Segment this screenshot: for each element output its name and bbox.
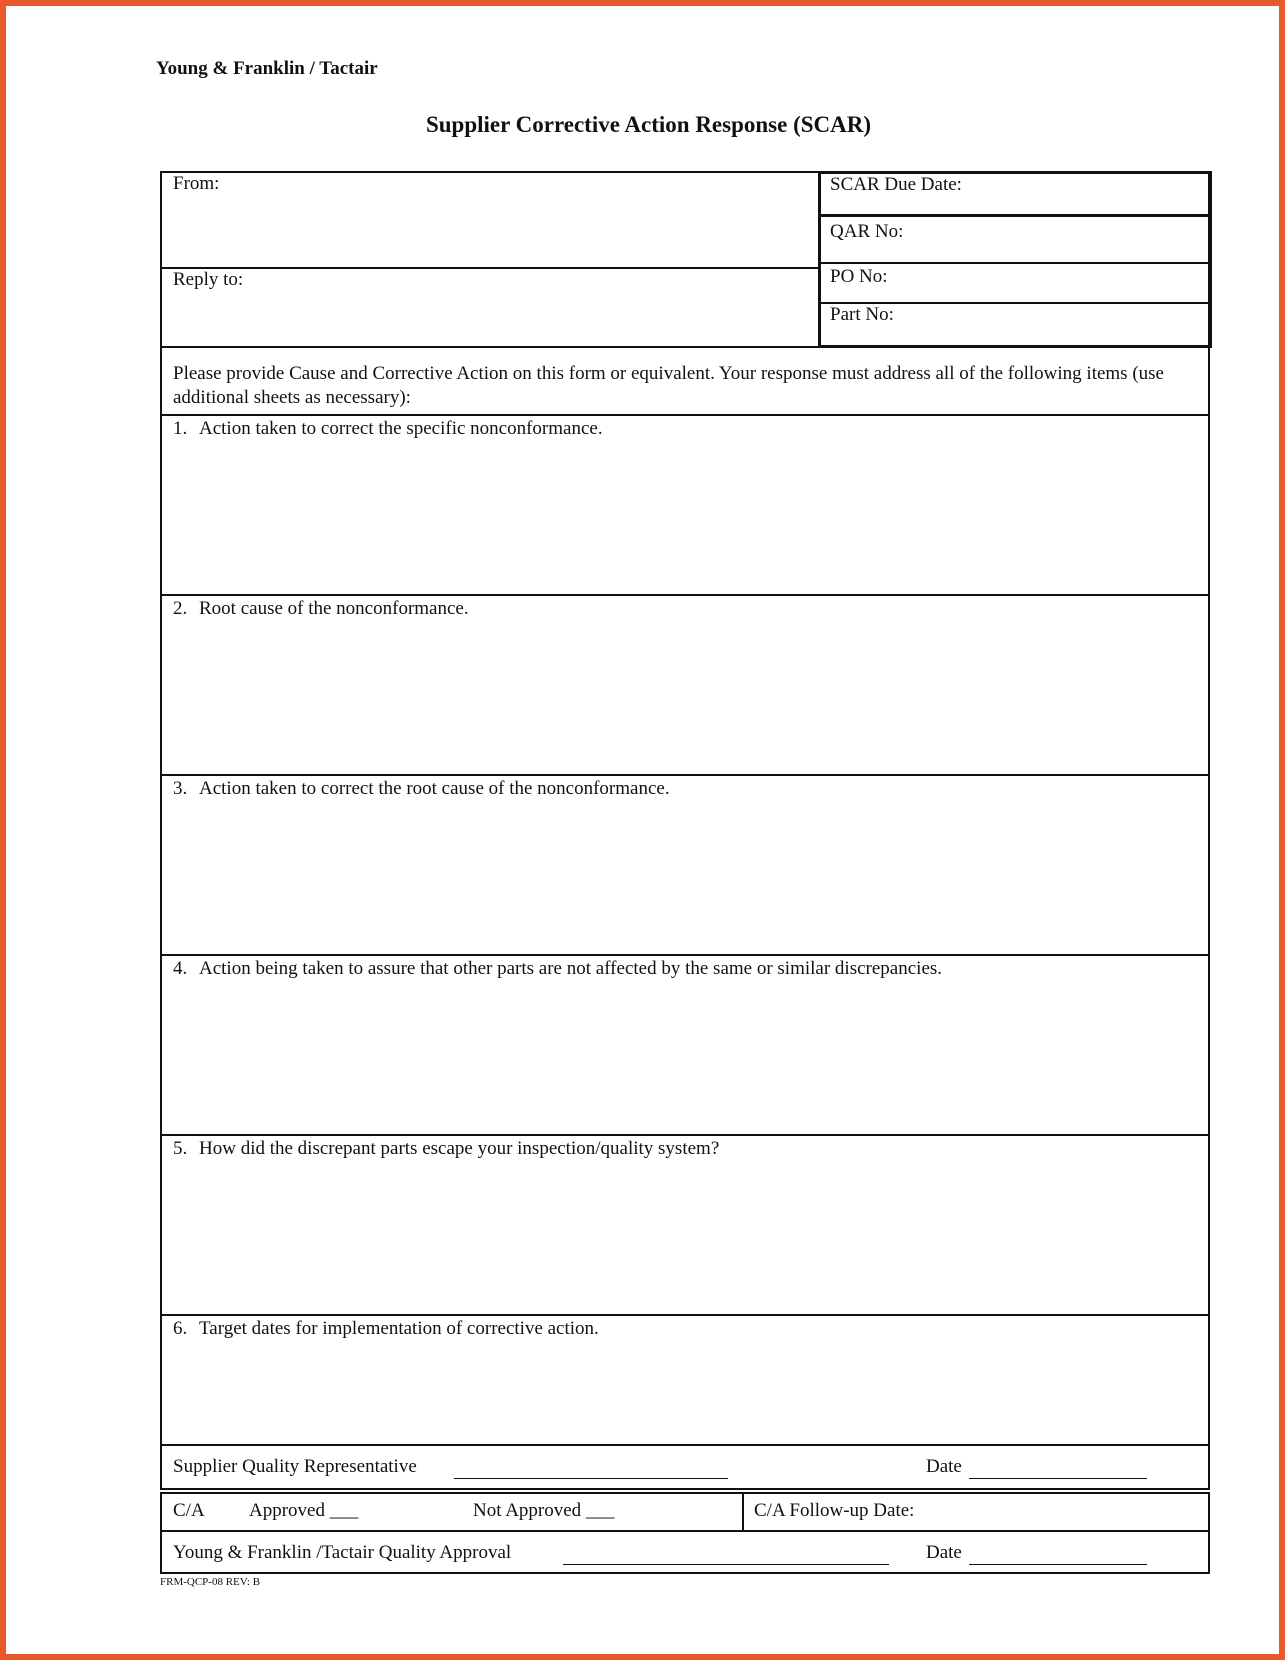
page-title: Supplier Corrective Action Response (SCAR) — [425, 112, 872, 137]
item-number: 4. — [173, 958, 188, 979]
item-text: Action taken to correct the specific nonconformance. — [199, 418, 603, 439]
response-item-2[interactable] — [162, 596, 1208, 776]
qar-no-label: QAR No: — [830, 221, 904, 242]
quality-approval-row — [162, 1532, 1208, 1572]
from-field[interactable] — [162, 173, 820, 269]
response-item-4[interactable] — [162, 956, 1208, 1136]
scar-due-date-label: SCAR Due Date: — [830, 174, 962, 195]
item-text: How did the discrepant parts escape your inspection/quality system? — [199, 1138, 720, 1159]
scar-due-date-field[interactable] — [821, 174, 1209, 217]
item-text: Root cause of the nonconformance. — [199, 598, 469, 619]
response-item-5[interactable] — [162, 1136, 1208, 1316]
qar-no-field[interactable] — [821, 217, 1209, 264]
form-code: FRM-QCP-08 REV: B — [160, 1576, 261, 1588]
header-fields — [162, 173, 1208, 348]
item-number: 1. — [173, 418, 188, 439]
po-no-field[interactable] — [821, 264, 1209, 304]
quality-approval-signature-line[interactable] — [563, 1548, 889, 1565]
response-item-6[interactable] — [162, 1316, 1208, 1446]
item-text: Target dates for implementation of corrective action. — [199, 1318, 599, 1339]
company-name: Young & Franklin / Tactair — [156, 58, 378, 79]
supplier-rep-label: Supplier Quality Representative — [173, 1456, 417, 1477]
reference-fields — [818, 171, 1212, 348]
ca-divider — [742, 1494, 744, 1530]
quality-date-line[interactable] — [969, 1548, 1147, 1565]
item-number: 2. — [173, 598, 188, 619]
ca-label: C/A — [173, 1500, 205, 1521]
item-number: 3. — [173, 778, 188, 799]
item-text: Action taken to correct the root cause of the nonconformance. — [199, 778, 670, 799]
reply-to-label: Reply to: — [173, 269, 244, 290]
supplier-rep-signature-line[interactable] — [454, 1462, 728, 1479]
reply-to-field[interactable] — [162, 269, 820, 346]
response-item-3[interactable] — [162, 776, 1208, 956]
po-no-label: PO No: — [830, 266, 888, 287]
instructions-text: Please provide Cause and Corrective Action on this form or equivalent. Your response must address all of the following items (use additional sheets as necessary): — [162, 348, 1208, 416]
item-number: 6. — [173, 1318, 188, 1339]
scar-form — [160, 171, 1210, 1490]
quality-date-label: Date — [926, 1542, 962, 1563]
approval-box — [160, 1492, 1210, 1574]
part-no-label: Part No: — [830, 304, 894, 325]
ca-followup-date-label[interactable]: C/A Follow-up Date: — [754, 1500, 915, 1521]
supplier-date-label: Date — [926, 1456, 962, 1477]
quality-approval-label: Young & Franklin /Tactair Quality Approval — [173, 1542, 512, 1563]
not-approved-checkbox[interactable]: Not Approved ___ — [473, 1500, 615, 1521]
from-label: From: — [173, 173, 220, 194]
supplier-signature-row — [162, 1446, 1208, 1488]
ca-row — [162, 1494, 1208, 1532]
response-item-1[interactable] — [162, 416, 1208, 596]
part-no-field[interactable] — [821, 304, 1209, 345]
approved-checkbox[interactable]: Approved ___ — [249, 1500, 359, 1521]
supplier-date-line[interactable] — [969, 1462, 1147, 1479]
item-text: Action being taken to assure that other parts are not affected by the same or similar discrepancies. — [199, 958, 943, 979]
item-number: 5. — [173, 1138, 188, 1159]
